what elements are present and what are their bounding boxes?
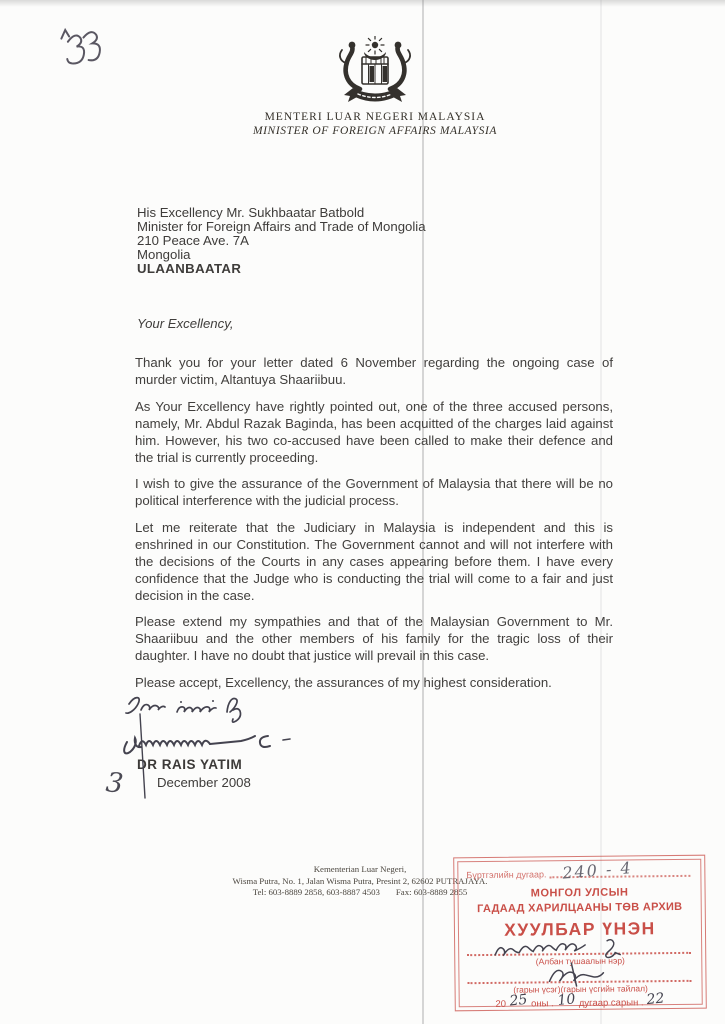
footer-fax: Fax: 603-8889 2855 [395, 887, 468, 897]
recipient-city: ULAANBAATAR [137, 261, 242, 276]
recipient-name: His Excellency Mr. Sukhbaatar Batbold [137, 205, 365, 220]
paragraph: As Your Excellency have rightly pointed out, one of the three accused persons, namely, Mr. Abdul Razak Baginda, has been acquitted of the charges laid against him. However, his two co-accused have been called to make their defence and the trial is currently proceeding. [135, 398, 613, 465]
letterhead-title-english: MINISTER OF FOREIGN AFFAIRS MALAYSIA [252, 125, 498, 137]
paragraph: Thank you for your letter dated 6 November regarding the ongoing case of murder victim, Altantuya Shaariibuu. [135, 355, 613, 387]
footer-tel: Tel: 603-8889 2858, 603-8887 4503 [252, 887, 380, 897]
salutation: Your Excellency, [137, 316, 234, 331]
recipient-title: Minister for Foreign Affairs and Trade of Mongolia [137, 219, 426, 234]
stamp-org-line2: ГАДААД ХАРИЛЦААНЫ ТӨВ АРХИВ [477, 900, 683, 916]
recipient-country: Mongolia [137, 247, 191, 262]
handwritten-signature-icon [115, 692, 325, 812]
stamp-date-row [456, 990, 706, 1012]
stamp-registration-number: 240 - 4 [561, 858, 634, 883]
footer-ministry: Kementerian Luar Negeri, [313, 864, 407, 874]
pencil-note-33-icon [51, 17, 111, 82]
paragraph: I wish to give the assurance of the Government of Malaysia that there will be no political interference with the judicial process. [135, 476, 613, 508]
stamp-registration-label: Бүртгэлийн дугаар. [466, 869, 547, 881]
stamp-position-caption: (Албан тушаалын нэр) [535, 955, 625, 967]
stamp-date-day: 22 [646, 990, 666, 1009]
stamp-date-prefix: 20 [495, 998, 507, 1010]
recipient-street: 210 Peace Ave. 7A [137, 233, 249, 248]
stamp-date-year: 25 [508, 991, 529, 1010]
handwritten-date-day: 3 [104, 767, 125, 800]
archive-stamp [453, 855, 707, 1012]
stamp-date-month: 10 [556, 991, 576, 1009]
stamp-date-after-month: дугаар сарын . [578, 997, 644, 1010]
letter-body [135, 354, 613, 700]
paragraph: Please extend my sympathies and that of the Malaysian Government to Mr. Shaariibuu and the other members of his family for the tragic loss of their daughter. I have no doubt that justice will prevail in this case. [135, 614, 613, 663]
stamp-certification-title: ХУУЛБАР ҮНЭН [504, 918, 656, 940]
stamp-org-line1: МОНГОЛ УЛСЫН [530, 886, 629, 900]
paragraph: Please accept, Excellency, the assurances of my highest consideration. [135, 674, 552, 690]
stamp-signature-caption: (гарын үсэг)(гарын үсгийн тайлал) [513, 983, 648, 995]
footer-street: Wisma Putra, No. 1, Jalan Wisma Putra, Presint 2, 62602 PUTRAJAYA. [232, 875, 488, 886]
malaysia-coat-of-arms-icon [333, 36, 417, 112]
signatory-name: DR RAIS YATIM [137, 757, 243, 772]
paragraph: Let me reiterate that the Judiciary in Malaysia is independent and this is enshrined in our Constitution. The Government cannot and will not interfere with the decisions of the Courts in any cases appearing before them. I have every confidence that the Judge who is conducting the trial will come to a fair and just decision in the case. [135, 519, 613, 603]
stamp-date-after-year: оны . [531, 998, 554, 1010]
letter-date: December 2008 [157, 775, 251, 790]
letterhead-title-malay: MENTERI LUAR NEGERI MALAYSIA [264, 111, 486, 123]
recipient-address-block [137, 206, 426, 276]
